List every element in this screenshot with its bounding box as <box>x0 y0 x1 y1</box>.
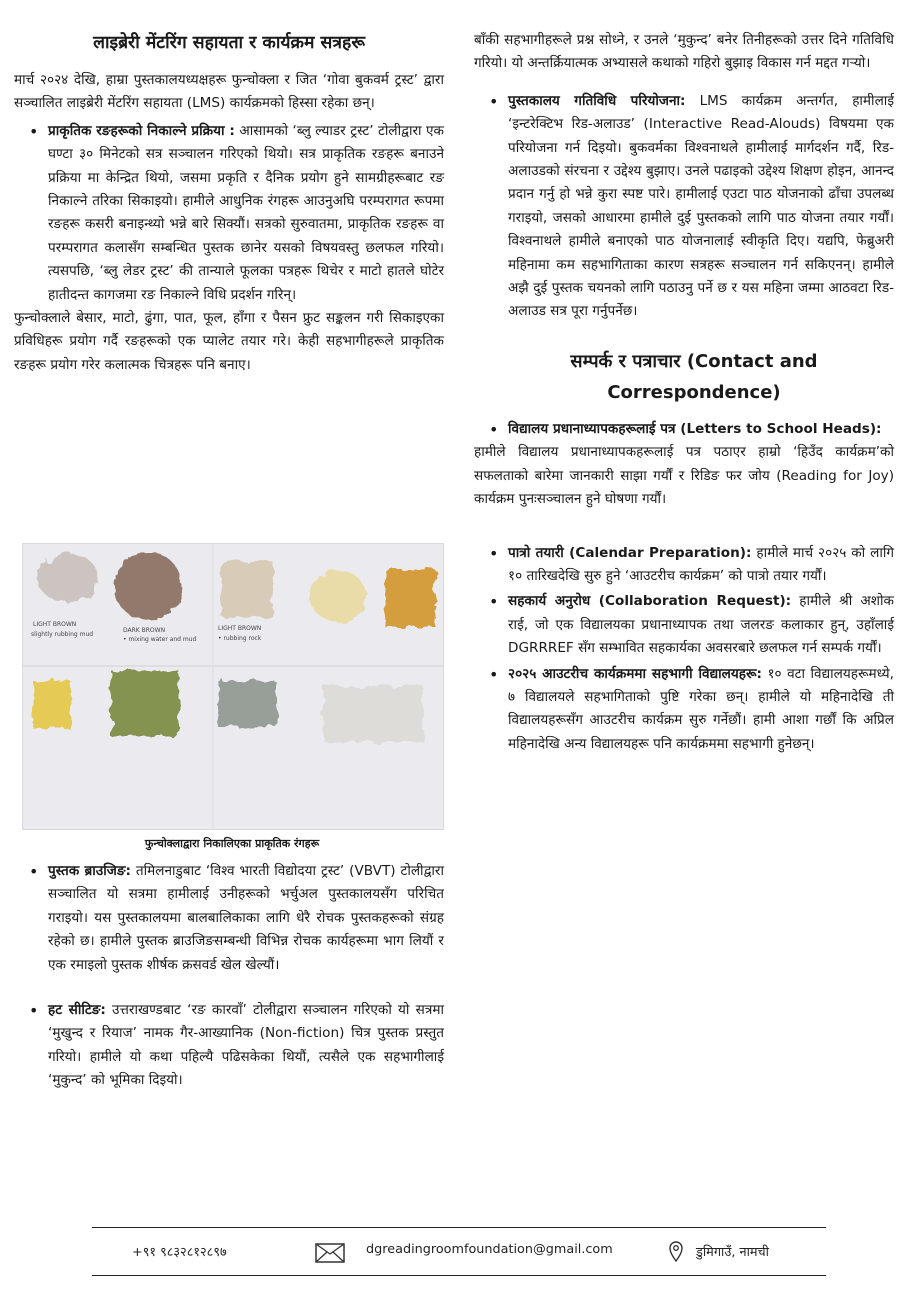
letters-paragraph: हामीले विद्यालय प्रधानाध्यापकहरूलाई पत्र पठाएर हाम्रो ‘हिउँद कार्यक्रम’को सफलताको बारेमा जानकारी साझा गर्यौं र रिडिङ फर जोय (Reading for Joy) कार्यक्रम पुनःसञ्चालन हुने घोषणा गर्यौं। <box>474 444 894 508</box>
bullet-body: LMS कार्यक्रम अन्तर्गत, हामीलाई ‘इन्टरेक्टिभ रिड-अलाउड’ (Interactive Read-Alouds) विषयमा एक परियोजना गर्न दिइयो। बुकवर्मका विश्वनाथले हामीलाई मार्गदर्शन गर्दै, रिड-अलाउडको संरचना र उद्देश्य बुझाए। उनले पढाइको उद्देश्य शिक्षण होइन, आनन्द प्रदान गर्नु हो भन्ने कुरा स्पष्ट पारे। हामीलाई एउटा पाठ योजनाको ढाँचा उपलब्ध गराइयो, जसको आधारमा हामीले दुई पुस्तकको लागि पाठ योजना तयार गर्यौं। विश्वनाथले हामीले बनाएको पाठ योजनालाई स्वीकृति दिए। यद्यपि, फेब्रुअरी महिनामा कम सहभागिताका कारण सत्रहरू सञ्चालन गर्न सकिएनन्। हामीले अझै दुई पुस्तक चयनको लागि पठाउनु पर्ने छ र यस महिना जम्मा आठवटा रिड-अलाउड सत्र पूरा गर्नुपर्नेछ। <box>508 92 894 320</box>
footer-top-rule <box>92 1227 826 1228</box>
bullet-heading: २०२५ आउटरीच कार्यक्रममा सहभागी विद्यालयहरू: <box>508 665 762 682</box>
swatch-green <box>111 671 179 737</box>
swatch-yellow <box>33 681 71 729</box>
bullet-body: आसामको ‘ब्लु ल्याडर ट्रस्ट’ टोलीद्वारा एक घण्टा ३० मिनेटको सत्र सञ्चालन गरिएको थियो। सत्र प्राकृतिक रङहरू बनाउने प्रक्रिया मा केन्द्रित थियो, जसमा प्रकृति र दैनिक प्रयोग हुने सामग्रीहरूबाट रङ निकाल्ने तरिका सिकाइयो। हामीले आधुनिक रंगहरू आउनुअघि परम्परागत रूपमा रङहरू कसरी बनाइन्थ्यो भन्ने बारे सिक्यौं। सत्रको सुरुवातमा, प्राकृतिक रङहरू वा परम्परागत कलासँग सम्बन्धित पुस्तक छानेर यसको विषयवस्तु छलफल गरियो। त्यसपछि, ‘ब्लु लेडर ट्रस्ट’ की तान्याले फूलका पत्रहरू थिचेर र माटो हातले घोटेर हातीदन्त कागजमा रङ निकाल्ने विधि प्रदर्शन गरिन्। <box>48 122 444 303</box>
bullet-body: हामीले श्री अशोक राई, जो एक विद्यालयका प्रधानाध्यापक तथा जलरङ कलाकार हुन्, उहाँलाई DGRRREF सँग सम्भावित सहकार्यका अवसरबारे छलफल गर्न सम्पर्क गर्यौं। <box>508 593 894 657</box>
bullet-body: तमिलनाडुबाट ‘विश्व भारती विद्योदया ट्रस्ट’ (VBVT) टोलीद्वारा सञ्चालित यो सत्रमा हामीलाई उनीहरूको भर्चुअल पुस्तकालयसँग परिचित गराइयो। यस पुस्तकालयमा बालबालिकाका लागि धेरै रोचक पुस्तकहरूको संग्रह रहेको छ। हामीले पुस्तक ब्राउजिङसम्बन्धी विभिन्न रोचक कार्यहरूमा भाग लियौं र एक रमाइलो पुस्तक शीर्षक क्रसवर्ड खेल खेल्यौं। <box>48 863 444 973</box>
bullet-heading: विद्यालय प्रधानाध्यापकहरूलाई पत्र (Letters to School Heads): <box>508 420 882 437</box>
swatch-grey <box>218 681 276 727</box>
swatch-yellow-light <box>310 570 366 622</box>
bullet-calendar <box>474 542 894 589</box>
left-column <box>14 0 444 377</box>
bullet-heading: हट सीटिङ: <box>48 1002 106 1019</box>
intro-paragraph: मार्च २०२४ देखि, हाम्रा पुस्तकालयध्यक्षहरू फुन्चोक्ला र जित ‘गोवा बुकवर्म ट्रस्ट’ द्वारा सञ्चालित लाइब्रेरी मेंटरिंग सहायता (LMS) कार्यक्रमको हिस्सा रहेका छन्। <box>14 72 444 112</box>
swatch-dark-brown <box>114 552 182 620</box>
swatch-orange-turmeric <box>385 569 435 627</box>
swatch-label: • mixing water and mud <box>123 636 197 643</box>
hot-seating-continued: बाँकी सहभागीहरूले प्रश्न सोध्ने, र उनले ‘मुकुन्द’ बनेर तिनीहरूको उत्तर दिने गतिविधि गरियो। यो अन्तर्क्रियात्मक अभ्यासले कथाको गहिरो बुझाइ विकास गर्न मद्दत गर्‍यो। <box>474 32 894 72</box>
swatch-light-brown-mud <box>38 553 98 603</box>
photo-caption: फुन्चोक्लाद्वारा निकालिएका प्राकृतिक रंगहरू <box>144 837 320 850</box>
bullet-body: हामीले मार्च २०२५ को लागि १० तारिखदेखि सुरु हुने ‘आउटरीच कार्यक्रम’ को पात्रो तयार गर्यौं। <box>508 544 895 584</box>
swatch-rubbing-rock <box>221 561 273 617</box>
swatch-pale <box>323 686 423 742</box>
bullet-hot-seating <box>14 999 444 1093</box>
swatch-label: LIGHT BROWN <box>33 621 77 628</box>
bullet-body: उत्तराखण्डबाट ‘रङ कारवाँ’ टोलीद्वारा सञ्चालन गरिएको यो सत्रमा ‘मुखुन्द र रियाज’ नामक गैर-आख्यानिक (Non-fiction) चित्र पुस्तक प्रस्तुत गरियो। हामीले यो कथा पहिल्यै पढिसकेका थियौं, त्यसैले एक सहभागीलाई ‘मुकुन्द’ को भूमिका दिइयो। <box>48 1002 444 1089</box>
natural-colors-photo <box>22 543 444 830</box>
bullet-heading: पात्रो तयारी (Calendar Preparation): <box>508 544 752 561</box>
palette-paragraph: फुन्चोक्लाले बेसार, माटो, ढुंगा, पात, फूल, हाँगा र पैसन फ्रुट सङ्कलन गरी सिकाइएका प्रविधिहरू प्रयोग गर्दै रङहरूको एक प्यालेट तयार गरे। केही सहभागीहरूले प्राकृतिक रङहरू प्रयोग गरेर कलात्मक चित्रहरू पनि बनाए। <box>14 310 444 373</box>
bullet-library-project <box>474 90 894 324</box>
location-pin-icon <box>668 1240 684 1262</box>
bullet-book-browsing <box>14 860 444 977</box>
bullet-heading: पुस्तकालय गतिविधि परियोजना: <box>508 92 686 109</box>
bullet-heading: प्राकृतिक रङहरूको निकाल्ने प्रक्रिया : <box>48 122 235 139</box>
envelope-icon <box>315 1243 345 1263</box>
bullet-collaboration <box>474 590 894 660</box>
bullet-heading: पुस्तक ब्राउजिङ: <box>48 863 131 879</box>
footer-location: डुमिगाउँ, नामची <box>696 1245 769 1260</box>
footer-bottom-rule <box>92 1275 826 1276</box>
section-title-contact: सम्पर्क र पत्राचार (Contact and Correspondence) <box>570 350 818 403</box>
left-column-lower <box>14 860 444 1093</box>
bullet-outreach-schools <box>474 663 894 757</box>
bullet-heading: सहकार्य अनुरोध (Collaboration Request): <box>508 593 792 610</box>
swatch-label: • rubbing rock <box>218 635 262 642</box>
swatch-label: LIGHT BROWN <box>218 625 262 632</box>
section-title-library-mentoring: लाइब्रेरी मेंटरिंग सहायता र कार्यक्रम सत्रहरू <box>93 33 365 53</box>
footer-phone[interactable]: +९१ ९८३२८१२८९७ <box>132 1245 227 1260</box>
bullet-natural-colors <box>14 120 444 307</box>
footer-email[interactable]: dgreadingroomfoundation@gmail.com <box>366 1242 613 1257</box>
bullet-body: १० वटा विद्यालयहरूमध्ये, ७ विद्यालयले सहभागिताको पुष्टि गरेका छन्। हामीले यो महिनादेखि ती विद्यालयहरूसँग आउटरीच कार्यक्रम सुरु गर्नेछौं। हामी आशा गर्छौं कि अप्रिल महिनादेखि अन्य विद्यालयहरू पनि कार्यक्रममा सहभागी हुनेछन्। <box>508 665 894 752</box>
bullet-letters <box>474 418 894 441</box>
right-column <box>474 0 894 756</box>
swatch-label: slightly rubbing mud <box>31 631 94 638</box>
swatch-label: DARK BROWN <box>123 627 166 634</box>
swatch-illustration <box>23 544 443 829</box>
